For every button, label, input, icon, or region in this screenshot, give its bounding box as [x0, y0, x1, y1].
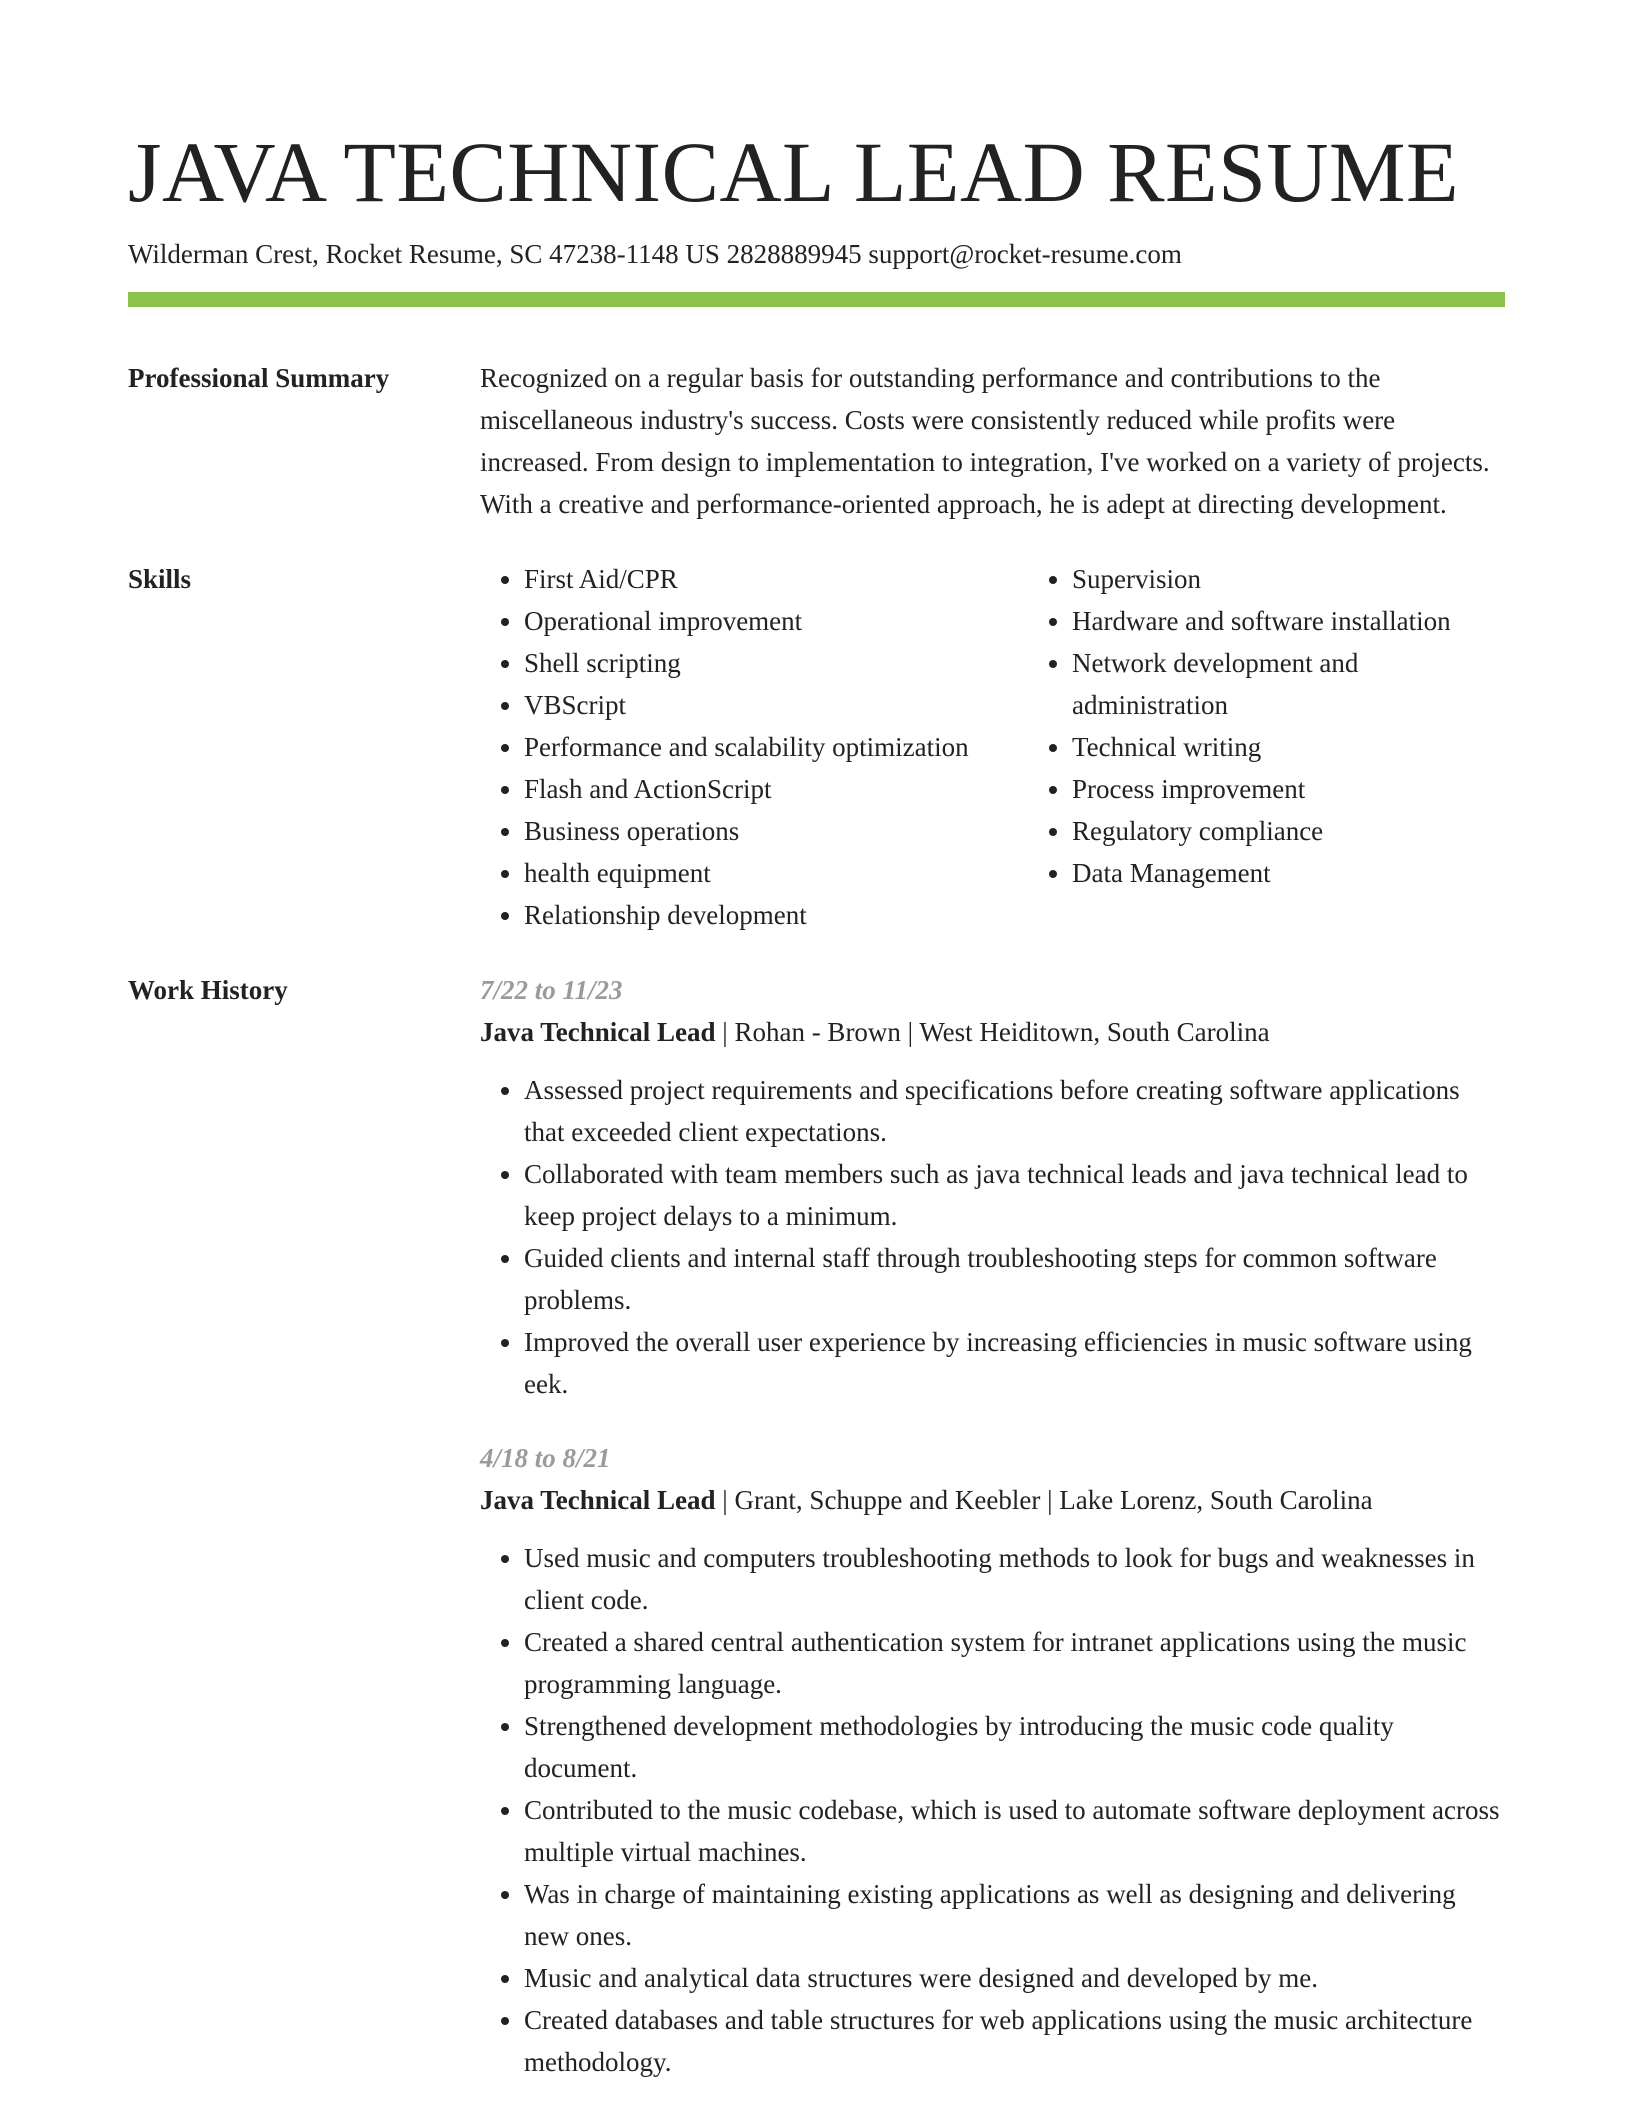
skill-item: • health equipment — [524, 852, 1028, 894]
skill-item: • First Aid/CPR — [524, 558, 1028, 600]
section-title-work-history: Work History — [128, 975, 288, 1005]
skills-section — [128, 558, 1505, 936]
skill-item: • Shell scripting — [524, 642, 1028, 684]
skills-list-right — [1028, 558, 1505, 936]
job-bullet: • Created a shared central authentication system for intranet applications using the music programming language. — [524, 1621, 1505, 1705]
skill-item: • Relationship development — [524, 894, 1028, 936]
job-bullet: • Guided clients and internal staff through troubleshooting steps for common software problems. — [524, 1237, 1505, 1321]
skill-item: • Technical writing — [1072, 726, 1505, 768]
job-date: 4/18 to 8/21 — [480, 1443, 611, 1473]
job-heading — [480, 1479, 1505, 1521]
summary-text: Recognized on a regular basis for outstanding performance and contributions to the miscellaneous industry's success. Costs were consistently reduced while profits were increased. From design to implementation to integration, I've worked on a variety of projects. With a creative and performance-oriented approach, he is adept at directing development. — [480, 363, 1490, 519]
job-heading — [480, 1011, 1505, 1053]
section-title-skills: Skills — [128, 564, 192, 594]
job-bullet: • Improved the overall user experience by increasing efficiencies in music software using eek. — [524, 1321, 1505, 1405]
job-bullet-list — [480, 1069, 1505, 1405]
skill-item: • Network development and administration — [1072, 642, 1505, 726]
skill-item: • Regulatory compliance — [1072, 810, 1505, 852]
job-date: 7/22 to 11/23 — [480, 975, 623, 1005]
job-bullet-list — [480, 1537, 1505, 2083]
job-bullet: • Strengthened development methodologies by introducing the music code quality document. — [524, 1705, 1505, 1789]
skill-item: • Business operations — [524, 810, 1028, 852]
skills-grid — [480, 558, 1505, 936]
contact-line: Wilderman Crest, Rocket Resume, SC 47238-1148 US 2828889945 support@rocket-resume.com — [128, 239, 1182, 269]
job-bullet: • Contributed to the music codebase, which is used to automate software deployment across multiple virtual machines. — [524, 1789, 1505, 1873]
skill-item: • Supervision — [1072, 558, 1505, 600]
resume-title: JAVA TECHNICAL LEAD RESUME — [128, 124, 1460, 220]
skill-item: • Performance and scalability optimization — [524, 726, 1028, 768]
skills-list-left — [480, 558, 1028, 936]
skill-item: • Operational improvement — [524, 600, 1028, 642]
resume-page — [128, 0, 1505, 2083]
job-bullet: • Was in charge of maintaining existing applications as well as designing and delivering new ones. — [524, 1873, 1505, 1957]
skill-item: • Flash and ActionScript — [524, 768, 1028, 810]
job-bullet: • Assessed project requirements and specifications before creating software applications that exceeded client expectations. — [524, 1069, 1505, 1153]
skill-item: • Data Management — [1072, 852, 1505, 894]
work-history-body — [480, 969, 1505, 2083]
job-company-location: | Grant, Schuppe and Keebler | Lake Lorenz, South Carolina — [715, 1485, 1373, 1515]
job-bullet: • Used music and computers troubleshooting methods to look for bugs and weaknesses in client code. — [524, 1537, 1505, 1621]
job-bullet: • Collaborated with team members such as java technical leads and java technical lead to keep project delays to a minimum. — [524, 1153, 1505, 1237]
work-history-section — [128, 969, 1505, 2083]
job-company-location: | Rohan - Brown | West Heiditown, South Carolina — [715, 1017, 1270, 1047]
skill-item: • Process improvement — [1072, 768, 1505, 810]
job-title: Java Technical Lead — [480, 1017, 716, 1047]
section-title-summary: Professional Summary — [128, 363, 390, 393]
skill-item: • Hardware and software installation — [1072, 600, 1505, 642]
job-title: Java Technical Lead — [480, 1485, 716, 1515]
job-bullet: • Music and analytical data structures were designed and developed by me. — [524, 1957, 1505, 1999]
job-entry — [480, 1437, 1505, 2083]
header-divider — [128, 292, 1505, 307]
skill-item: • VBScript — [524, 684, 1028, 726]
job-entry — [480, 969, 1505, 1405]
summary-section — [128, 357, 1505, 525]
summary-body — [480, 357, 1505, 525]
job-bullet: • Created databases and table structures for web applications using the music architecture methodology. — [524, 1999, 1505, 2083]
